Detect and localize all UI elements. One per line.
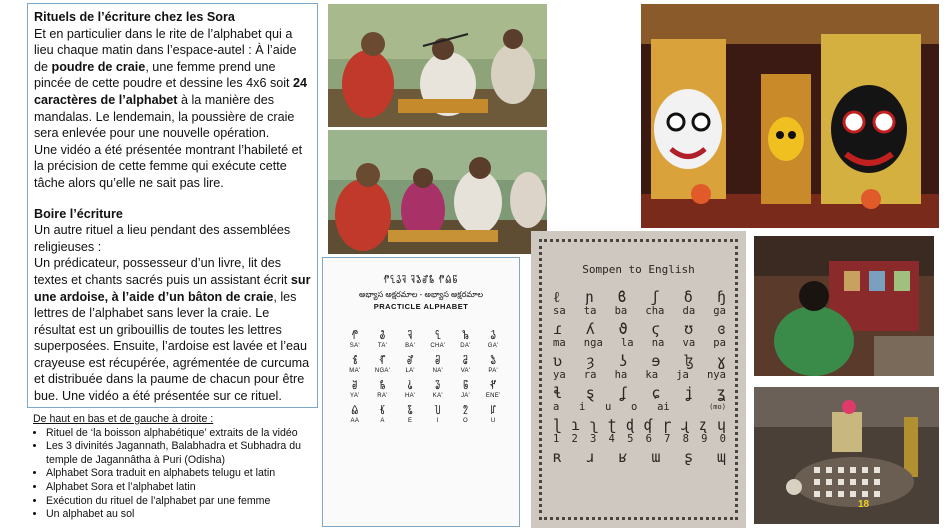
alphabet-cell xyxy=(452,380,480,400)
latin-label: RA' xyxy=(377,393,388,399)
sompen-glyph-row xyxy=(553,417,726,433)
latin-label: da xyxy=(682,305,696,317)
sompen-glyph: ɣ xyxy=(716,352,726,370)
latin-label: cha xyxy=(645,305,665,317)
list-item: • Alphabet Sora traduit en alphabets telugu et latin xyxy=(46,467,333,481)
sompen-glyph: ɼ xyxy=(662,416,672,434)
latin-label: AA xyxy=(350,418,360,424)
alphabet-grid xyxy=(341,330,507,425)
alphabet-cell xyxy=(479,405,507,425)
latin-label: ai xyxy=(657,401,670,413)
latin-label: HA' xyxy=(404,393,416,399)
sompen-glyph-row xyxy=(553,449,726,465)
photo-jagannath-deities xyxy=(641,4,939,228)
photo-badge: 18 xyxy=(858,499,870,510)
sompen-glyph: ʈ xyxy=(607,416,617,434)
sompen-glyph: ɰ xyxy=(716,448,726,466)
sompen-glyph: δ xyxy=(683,288,693,306)
alphabet-cell xyxy=(479,355,507,375)
latin-label: 7 xyxy=(664,433,671,445)
sompen-glyph: ʀ xyxy=(553,448,563,466)
latin-label: 1 xyxy=(553,433,560,445)
sompen-glyph-row xyxy=(553,385,726,401)
sompen-glyph-row xyxy=(553,289,726,305)
latin-label: 2 xyxy=(571,433,578,445)
sora-glyph: 𑃚 xyxy=(462,355,469,367)
sompen-latin-row xyxy=(553,401,726,413)
latin-label: nga xyxy=(583,337,603,349)
sompen-glyph: ɬ xyxy=(553,384,563,402)
sompen-glyph: ʁ xyxy=(618,448,628,466)
sora-glyph: 𑃗 xyxy=(379,355,386,367)
sompen-glyph: ʆ xyxy=(618,384,628,402)
photo-ritual-still-2 xyxy=(328,130,547,254)
alphabet-cell xyxy=(479,380,507,400)
sora-glyph: 𑃛 xyxy=(490,355,496,367)
sora-glyph: 𑃢 xyxy=(351,405,359,417)
sompen-latin-row xyxy=(553,433,726,445)
sora-telugu-latin-alphabet-sheet xyxy=(322,257,520,527)
sompen-glyph: ϛ xyxy=(651,320,661,338)
alphabet-cell xyxy=(396,405,424,425)
sora-glyph: 𑃘 xyxy=(406,355,414,367)
sora-glyph: 𑃟 xyxy=(435,380,441,392)
list-item: • Un alphabet au sol xyxy=(46,508,333,522)
latin-label: A xyxy=(380,418,385,424)
latin-label: ya xyxy=(553,369,566,381)
sompen-glyph: ʃ xyxy=(650,288,660,306)
latin-label: pa xyxy=(713,337,726,349)
latin-label: O xyxy=(463,418,468,424)
sompen-glyph: ɘ xyxy=(651,352,661,370)
sompen-latin-row xyxy=(553,337,726,349)
sompen-glyph: ɮ xyxy=(684,352,694,370)
latin-label: 6 xyxy=(645,433,652,445)
sompen-latin-row xyxy=(553,305,726,317)
alphabet-cell xyxy=(424,380,452,400)
sompen-glyph: ℓ xyxy=(553,288,561,306)
photo-ritual-still-1 xyxy=(328,4,547,127)
alphabet-cell xyxy=(452,355,480,375)
latin-label: ba xyxy=(614,305,628,317)
latin-label: E xyxy=(408,418,413,424)
caption-heading: De haut en bas et de gauche à droite : xyxy=(33,413,214,425)
section-subtitle: Boire l’écriture xyxy=(34,206,123,221)
alphabet-cell xyxy=(396,355,424,375)
latin-label: JA' xyxy=(460,393,471,399)
latin-label: PA' xyxy=(488,368,498,374)
sora-glyph: 𑃤 xyxy=(407,405,413,417)
sompen-latin-row xyxy=(553,369,726,381)
sompen-glyph: ʋ xyxy=(553,352,563,370)
latin-label: TA' xyxy=(377,343,388,349)
main-text-box xyxy=(27,3,318,408)
sompen-glyph: ɞ xyxy=(716,320,726,338)
sompen-glyph: ɕ xyxy=(651,384,661,402)
alphabet-cell xyxy=(479,330,507,350)
sompen-glyph: ʓ xyxy=(716,384,726,402)
photo-woman-ritual xyxy=(754,236,934,376)
latin-label: DA' xyxy=(460,343,471,349)
latin-label: 9 xyxy=(701,433,708,445)
sompen-glyph: ɖ xyxy=(625,416,635,434)
latin-label: CHA' xyxy=(430,343,446,349)
sompen-glyph: ʐ xyxy=(698,416,708,434)
sora-glyph: 𑃒 xyxy=(407,330,413,342)
sompen-glyph: ɧ xyxy=(716,288,726,306)
alphabet-cell xyxy=(341,405,369,425)
paragraph-assembly: Un autre rituel a lieu pendant des assemblées religieuses : xyxy=(34,223,291,254)
alphabet-cell xyxy=(341,355,369,375)
latin-label: 5 xyxy=(627,433,634,445)
list-item: • Rituel de ‘la boisson alphabétique’ extraits de la vidéo xyxy=(46,427,333,441)
alphabet-cell xyxy=(452,330,480,350)
alphabet-cell xyxy=(369,330,397,350)
latin-label: nya xyxy=(706,369,726,381)
sompen-glyph: ɭ xyxy=(553,416,563,434)
alphabet-cell xyxy=(396,330,424,350)
latin-label: LA' xyxy=(405,368,415,374)
alphabet-cell xyxy=(369,405,397,425)
sora-glyph: 𑃜 xyxy=(352,380,358,392)
list-item: • Alphabet Sora et l’alphabet latin xyxy=(46,481,333,495)
latin-label: ha xyxy=(614,369,628,381)
latin-label: u xyxy=(605,401,612,413)
latin-label: a xyxy=(553,401,560,413)
sompen-glyph: ɹ xyxy=(585,448,595,466)
list-item: • Exécution du rituel de l’alphabet par une femme xyxy=(46,495,333,509)
sompen-glyph: ϑ xyxy=(618,320,628,338)
latin-label: I xyxy=(436,418,439,424)
sheet-title-latin: PRACTICLE ALPHABET xyxy=(373,302,469,311)
sompen-glyph: ʊ xyxy=(684,320,694,338)
latin-label: ma xyxy=(553,337,566,349)
latin-label: BA' xyxy=(405,343,416,349)
sora-glyph: 𑃣 xyxy=(380,405,385,417)
latin-label: ga xyxy=(713,305,726,317)
sora-glyph: 𑃓 xyxy=(435,330,441,342)
latin-label: VA' xyxy=(460,368,471,374)
latin-label: GA' xyxy=(487,343,499,349)
latin-label: KA' xyxy=(432,393,443,399)
chart-title: Sompen to English xyxy=(582,263,695,276)
latin-label: ja xyxy=(676,369,689,381)
paragraph-alphabet-rite: Et en particulier dans le rite de l’alphabet qui a lieu chaque matin dans l’espace-autel : À l’aide de poudre de craie, une femme prend une pincée de cette poudre et dessine les 4x6 soit 24 caractères de l’alphabet à la manière des mandalas. Le lendemain, la poussière de craie sera enlevée pour une nouvelle opération. xyxy=(34,26,308,141)
sompen-glyph-row xyxy=(553,321,726,337)
latin-label: 3 xyxy=(590,433,597,445)
latin-label: i xyxy=(579,401,586,413)
sora-glyph: 𑃐 xyxy=(351,330,358,342)
sompen-glyph: ɿ xyxy=(571,416,581,434)
sora-glyph: 𑃦 xyxy=(462,405,468,417)
paragraph-video: Une vidéo a été présentée montrant l’habileté et la précision de cette femme qui exécute cette tâche alors qu’elle ne sait pas lire. xyxy=(34,142,303,190)
sompen-to-english-chart xyxy=(531,231,746,528)
sora-glyph: 𑃞 xyxy=(407,380,413,392)
latin-label: 4 xyxy=(608,433,615,445)
sompen-glyph: ʂ xyxy=(684,448,694,466)
note-tag: (mo) xyxy=(709,403,726,411)
sompen-glyph: ʝ xyxy=(684,384,694,402)
alphabet-cell xyxy=(369,380,397,400)
latin-label: sa xyxy=(553,305,566,317)
list-item: • Les 3 divinités Jagannath, Balabhadra et Subhadra du temple de Jagannâtha à Puri (Odisha) xyxy=(46,440,333,467)
alphabet-cell xyxy=(424,405,452,425)
caption-list xyxy=(33,413,333,522)
sompen-glyph-row xyxy=(553,353,726,369)
alphabet-cell xyxy=(341,380,369,400)
sora-glyph: 𑃖 xyxy=(352,355,358,367)
sheet-title-sora: 𑃐𑃓𑃕𑃒 𑃒𑃛𑃘𑃝 𑃐𑃢𑃠 xyxy=(383,275,459,286)
sora-glyph: 𑃑 xyxy=(379,330,386,342)
sompen-glyph: ʖ xyxy=(618,352,628,370)
sompen-glyph: ɯ xyxy=(651,448,661,466)
sora-glyph: 𑃥 xyxy=(434,405,441,417)
latin-label: SA' xyxy=(349,343,360,349)
sora-glyph: 𑃕 xyxy=(490,330,496,342)
latin-label: NA' xyxy=(432,368,444,374)
sompen-glyph: ʅ xyxy=(589,416,599,434)
sora-glyph: 𑃝 xyxy=(379,380,386,392)
sora-glyph: 𑃔 xyxy=(462,330,469,342)
latin-label: na xyxy=(651,337,665,349)
alphabet-cell xyxy=(341,330,369,350)
latin-label: va xyxy=(682,337,696,349)
latin-label: la xyxy=(620,337,634,349)
alphabet-cell xyxy=(424,355,452,375)
latin-label: NGA' xyxy=(374,368,391,374)
sheet-title-telugu: అభ్యాస అక్షరమాల - అభ్యాస అక్షరమాల xyxy=(358,290,484,299)
latin-label: MA' xyxy=(349,368,361,374)
sompen-glyph: ɾ xyxy=(553,320,563,338)
latin-label: 8 xyxy=(682,433,689,445)
paragraph-drink-writing: Un prédicateur, possesseur d’un livre, lit des textes et chants sacrés puis un assistant écrit sur une ardoise, à l’aide d’un bâton de craie, les lettres de l’alphabet sans lever la craie. Le résultat est un gribouillis de toutes les lettres superposées. Ensuite, l’ardoise est lavée et l’eau crayeuse est récupérée, agrémentée de curcuma et distribuée dans la paume de chacun pour être bue. Une vidéo a été présentée sur ce rituel. xyxy=(34,256,311,404)
alphabet-cell xyxy=(452,405,480,425)
sompen-glyph: ʠ xyxy=(644,416,654,434)
photo-alphabet-on-ground xyxy=(754,387,939,524)
latin-label: ENE' xyxy=(485,393,501,399)
latin-label: U xyxy=(490,418,496,424)
sompen-glyph: ʎ xyxy=(585,320,595,338)
sompen-glyph: ɲ xyxy=(584,288,594,306)
sompen-glyph: ȿ xyxy=(585,384,595,402)
alphabet-cell xyxy=(424,330,452,350)
sompen-glyph: ɻ xyxy=(680,416,690,434)
sora-glyph: 𑃡 xyxy=(490,380,497,392)
sora-glyph: 𑃧 xyxy=(490,405,496,417)
latin-label: YA' xyxy=(350,393,360,399)
sora-glyph: 𑃠 xyxy=(462,380,469,392)
sora-glyph: 𑃙 xyxy=(435,355,441,367)
latin-label: ta xyxy=(583,305,597,317)
sompen-glyph: ɥ xyxy=(716,416,726,434)
latin-label: 0 xyxy=(719,433,726,445)
alphabet-cell xyxy=(369,355,397,375)
sompen-rows xyxy=(553,289,726,469)
latin-label: ka xyxy=(645,369,659,381)
latin-label: o xyxy=(631,401,638,413)
section-title: Rituels de l’écriture chez les Sora xyxy=(34,10,235,24)
sompen-glyph: ϐ xyxy=(617,288,627,306)
latin-label: ra xyxy=(583,369,597,381)
alphabet-cell xyxy=(396,380,424,400)
sompen-glyph: ȝ xyxy=(585,352,595,370)
